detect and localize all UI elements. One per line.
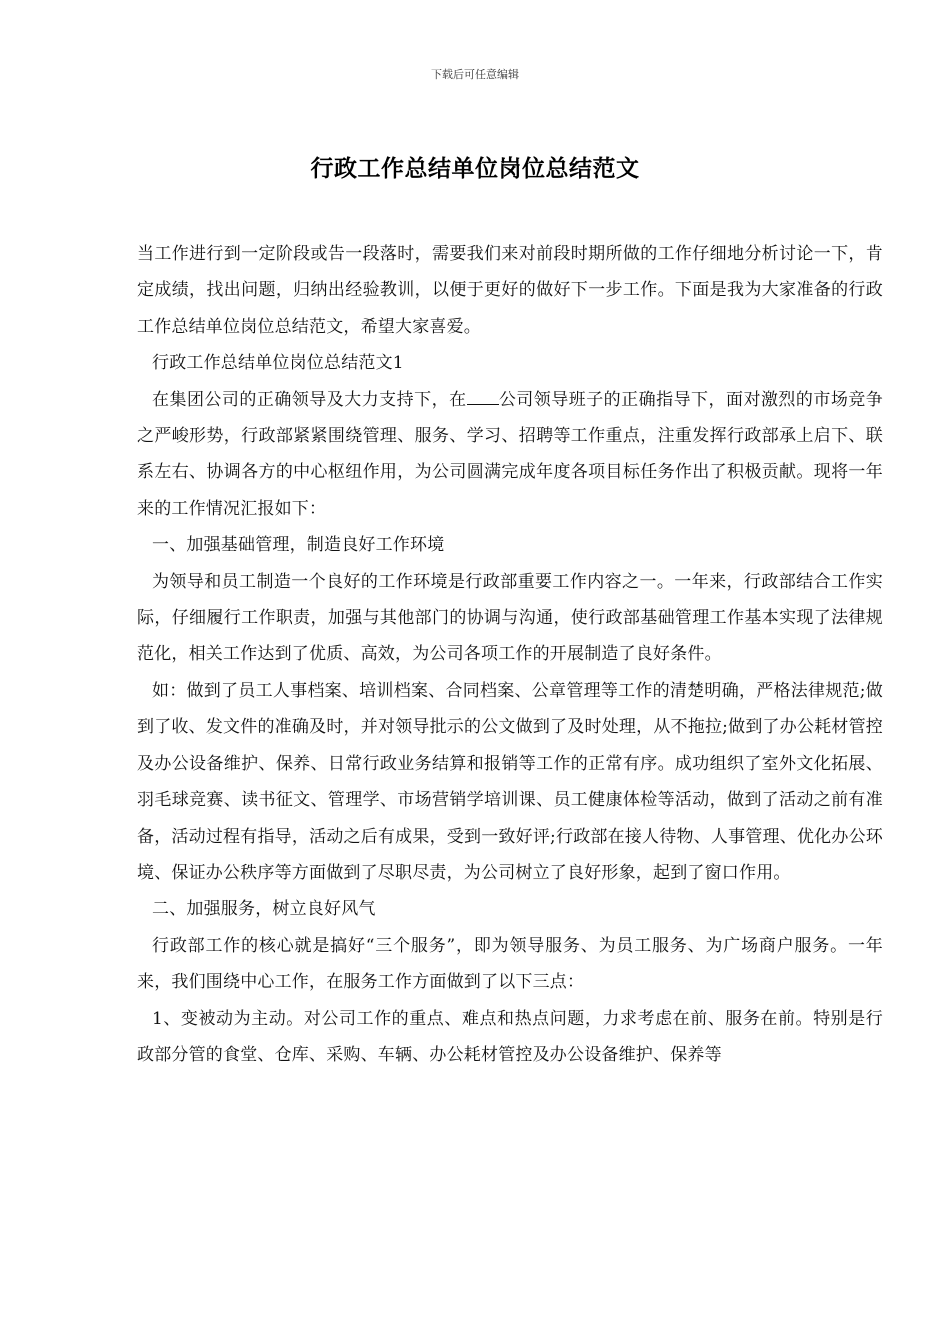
section-heading-1: 一、加强基础管理，制造良好工作环境 bbox=[152, 535, 445, 556]
document-title: 行政工作总结单位岗位总结范文 bbox=[310, 156, 640, 182]
fill-in-blank bbox=[467, 390, 499, 405]
section-heading-2: 二、加强服务，树立良好风气 bbox=[152, 899, 376, 920]
paragraph-2: 为领导和员工制造一个良好的工作环境是行政部重要工作内容之一。一年来，行政部结合工作实际，仔细履行工作职责，加强与其他部门的协调与沟通，使行政部基础管理工作基本实现了法律规范化，相关工作达到了优质、高效，为公司各项工作的开展制造了良好条件。 bbox=[137, 571, 883, 665]
page-header-note: 下载后可任意编辑 bbox=[431, 68, 519, 81]
paragraph-1-start: 在集团公司的正确领导及大力支持下，在 bbox=[152, 389, 467, 410]
paragraph-3: 如：做到了员工人事档案、培训档案、合同档案、公章管理等工作的清楚明确，严格法律规范;做到了收、发文件的准确及时，并对领导批示的公文做到了及时处理，从不拖拉;做到了办公耗材管控及办公设备维护、保养、日常行政业务结算和报销等工作的正常有序。成功组织了室外文化拓展、羽毛球竞赛、读书征文、管理学、市场营销学培训课、员工健康体检等活动，做到了活动之前有准备，活动过程有指导，活动之后有成果，受到一致好评;行政部在接人待物、人事管理、优化办公环境、保证办公秩序等方面做到了尽职尽责，为公司树立了良好形象，起到了窗口作用。 bbox=[137, 680, 883, 883]
paragraph-1-end: 公司领导班子的正确指导下，面对激烈的市场竞争之严峻形势，行政部紧紧围绕管理、服务、学习、招聘等工作重点，注重发挥行政部承上启下、联系左右、协调各方的中心枢纽作用，为公司圆满完成年度各项目标任务作出了积极贡献。现将一年来的工作情况汇报如下： bbox=[137, 389, 883, 519]
intro-paragraph: 当工作进行到一定阶段或告一段落时，需要我们来对前段时期所做的工作仔细地分析讨论一下，肯定成绩，找出问题，归纳出经验教训，以便于更好的做好下一步工作。下面是我为大家准备的行政工作总结单位岗位总结范文，希望大家喜爱。 bbox=[137, 244, 883, 337]
paragraph-1 bbox=[137, 382, 883, 528]
paragraph-5: 1、变被动为主动。对公司工作的重点、难点和热点问题，力求考虑在前、服务在前。特别是行政部分管的食堂、仓库、采购、车辆、办公耗材管控及办公设备维护、保养等 bbox=[137, 1008, 883, 1065]
paragraph-4: 行政部工作的核心就是搞好“三个服务”，即为领导服务、为员工服务、为广场商户服务。一年来，我们围绕中心工作，在服务工作方面做到了以下三点： bbox=[137, 935, 883, 993]
document-subtitle: 行政工作总结单位岗位总结范文1 bbox=[152, 353, 404, 374]
document-body bbox=[137, 236, 883, 1073]
